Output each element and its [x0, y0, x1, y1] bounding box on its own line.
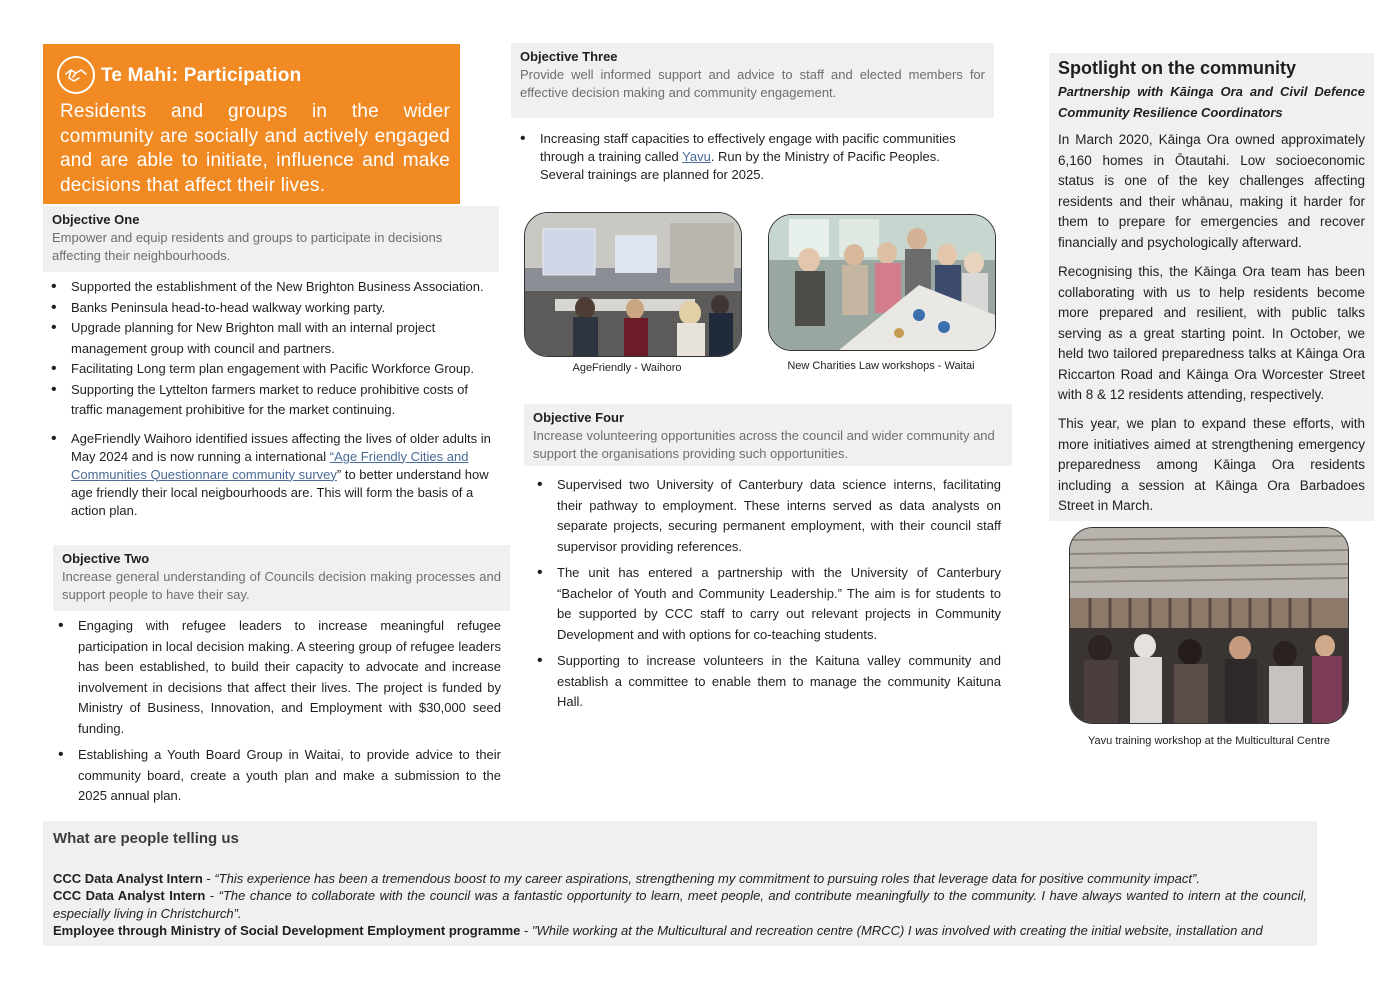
list-item: • Facilitating Long term plan engagement with Pacific Workforce Group.	[45, 359, 495, 380]
quotes-title: What are people telling us	[53, 830, 239, 847]
quote-item: CCC Data Analyst Intern - “This experience has been a tremendous boost to my career aspirations, strengthening my commitment to pursuing roles that leverage data for positive community impact”.	[53, 871, 1200, 886]
spotlight-title: Spotlight on the community	[1058, 58, 1296, 78]
objective-three-title: Objective Three	[520, 49, 618, 64]
photo-caption: Yavu training workshop at the Multicultural Centre	[1088, 735, 1330, 747]
charities-photo	[768, 214, 996, 351]
objective-four-desc: Increase volunteering opportunities across the council and wider community and support the organisations providing such opportunities.	[533, 428, 995, 461]
list-item: • Increasing staff capacities to effectively engage with pacific communities through a training called Yavu. Run by the Ministry of Pacific Peoples. Several trainings are planned for 2025.	[514, 130, 984, 184]
objective-three-box	[511, 43, 994, 118]
objective-one-box	[43, 206, 499, 272]
list-item: • Engaging with refugee leaders to increase meaningful refugee participation in local decision making. A steering group of refugee leaders has been established, to build their capacity to advocate and increase involvement in decisions that affect their lives. The project is funded by Ministry of Business, Innovation, and Employment with $30,000 seed funding.	[52, 616, 501, 739]
list-item: • Supporting the Lyttelton farmers market to reduce prohibitive costs of traffic management prohibitive for the market continuing.	[45, 380, 495, 421]
objective-one-title: Objective One	[52, 212, 140, 227]
list-item: • Banks Peninsula head-to-head walkway working party.	[45, 298, 495, 319]
photo-caption: New Charities Law workshops - Waitai	[787, 360, 975, 372]
yavu-link[interactable]: Yavu	[682, 149, 711, 164]
objective-four-list	[531, 475, 1001, 713]
handshake-icon	[57, 56, 95, 94]
objective-two-box	[53, 545, 510, 611]
list-item: • The unit has entered a partnership with the University of Canterbury “Bachelor of Youth and Community Leadership.” The aim is for students to be supported by CCC staff to carry out relevant projects in Community Development and with options for co-teaching students.	[531, 563, 1001, 645]
header-title: Te Mahi: Participation	[101, 65, 302, 86]
objective-four-title: Objective Four	[533, 410, 625, 425]
header-text: Residents and groups in the wider community are socially and actively engaged and are able to initiate, influence and make decisions that affect their lives.	[60, 101, 450, 196]
list-item: • Supporting to increase volunteers in the Kaituna valley community and establish a committee to enable them to manage the community Kaituna Hall.	[531, 651, 1001, 713]
objective-three-list	[514, 130, 984, 184]
survey-link[interactable]: “Age Friendly Cities and Communities Questionnare community survey	[71, 448, 469, 482]
objective-one-desc: Empower and equip residents and groups to participate in decisions affecting their neighbourhoods.	[52, 230, 443, 263]
list-item: • Supervised two University of Canterbury data science interns, facilitating their pathway to employment. These interns served as data analysts on separate projects, securing permanent employment, with their council staff supervisor providing references.	[531, 475, 1001, 557]
list-item: • Upgrade planning for New Brighton mall with an internal project management group with council and partners.	[45, 318, 495, 359]
objective-two-title: Objective Two	[62, 551, 150, 566]
yavu-workshop-photo	[1069, 527, 1349, 724]
objective-two-list	[52, 616, 501, 807]
spotlight-paragraph: Recognising this, the Kāinga Ora team has been collaborating with us to help residents become more prepared and resilient, with public talks serving as a great starting point. In October, we held two tailored preparedness talks at Kāinga Ora Riccarton Road and Kāinga Ora Worcester Street with 8 & 12 residents attending, respectively.	[1058, 264, 1365, 402]
objective-two-desc: Increase general understanding of Councils decision making processes and support people to have their say.	[62, 569, 501, 602]
spotlight-panel	[1049, 53, 1374, 521]
spotlight-paragraph: This year, we plan to expand these efforts, with more initiatives aimed at strengthening emergency preparedness among Kāinga Ora residents including a session at Kāinga Ora Barbadoes Street in March.	[1058, 416, 1365, 513]
quote-item: Employee through Ministry of Social Development Employment programme - "While working at the Multicultural and recreation centre (MRCC) I was involved with creating the initial website, installation and	[53, 923, 1263, 938]
spotlight-subtitle: Partnership with Kāinga Ora and Civil Defence Community Resilience Coordinators	[1058, 84, 1365, 120]
objective-four-box	[524, 404, 1012, 466]
spotlight-paragraph: In March 2020, Kāinga Ora owned approximately 6,160 homes in Ōtautahi. Low socioeconomic status is one of the key challenges affecting residents and their whānau, making it harder for them to prepare for emergencies and recover financially and psychologically afterward.	[1058, 132, 1365, 250]
quote-item: CCC Data Analyst Intern - “The chance to collaborate with the council was a fantastic opportunity to learn, meet people, and contribute meaningfully to the community. I have always wanted to intern at the council, especially living in Christchurch”.	[53, 888, 1307, 921]
objective-three-desc: Provide well informed support and advice to staff and elected members for effective decision making and community engagement.	[520, 67, 985, 100]
list-item: • AgeFriendly Waihoro identified issues affecting the lives of older adults in May 2024 and is now running a international “Age Friendly Cities and Communities Questionnare community survey” to better understand how age friendly their local neigbourhoods are. This will form the basis of a action plan.	[45, 430, 495, 520]
photo-caption: AgeFriendly - Waihoro	[572, 362, 682, 374]
quotes-band	[43, 821, 1317, 946]
list-item: • Establishing a Youth Board Group in Waitai, to provide advice to their community board, create a youth plan and make a submission to the 2025 annual plan.	[52, 745, 501, 807]
agefriendly-photo	[524, 212, 742, 357]
participation-header	[43, 44, 460, 204]
list-item: • Supported the establishment of the New Brighton Business Association.	[45, 277, 495, 298]
objective-one-list	[45, 277, 495, 520]
